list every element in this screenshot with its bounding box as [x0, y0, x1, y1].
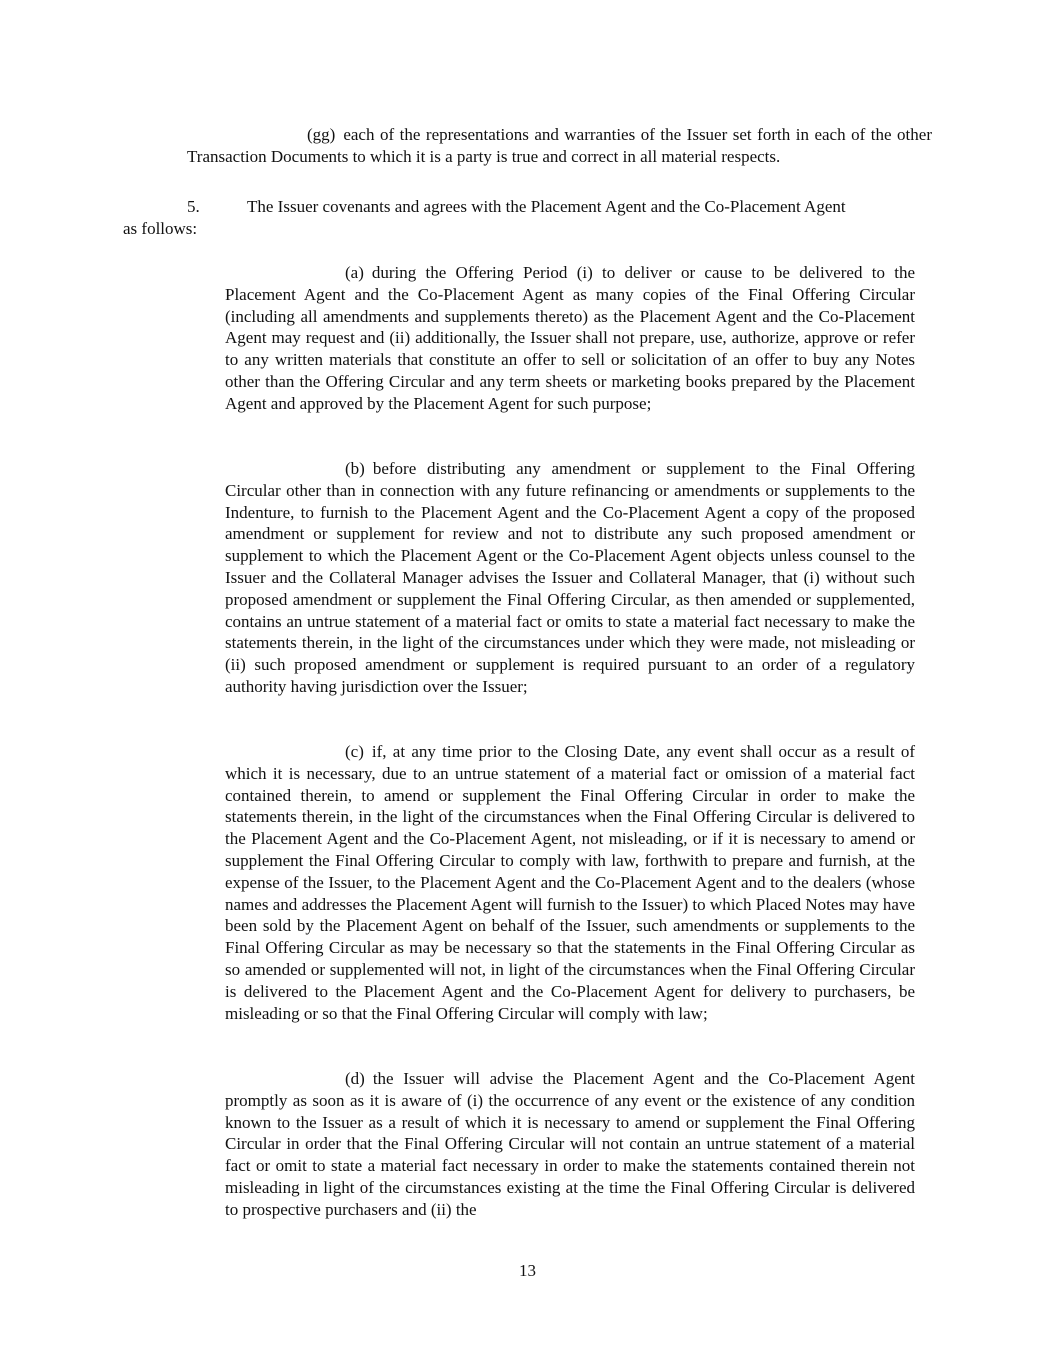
section-5-number: 5.: [187, 197, 200, 216]
subparagraph-d: [225, 1068, 915, 1221]
section-5-first-line: [123, 196, 915, 218]
subparagraph-a: [225, 262, 915, 415]
subparagraph-b: [225, 458, 915, 698]
paragraph-gg-text: each of the representations and warranties of the Issuer set forth in each of the other Transaction Documents to which it is a party is true and correct in all material respects.: [187, 125, 932, 166]
subparagraph-a-label: (a): [345, 263, 364, 282]
section-5-continuation: as follows:: [123, 218, 198, 238]
subparagraph-c: [225, 741, 915, 1024]
subparagraph-d-label: (d): [345, 1069, 365, 1088]
section-5-lead-text: The Issuer covenants and agrees with the Placement Agent and the Co-Placement Agent: [247, 197, 846, 216]
paragraph-gg: [187, 124, 932, 168]
subparagraph-b-text: before distributing any amendment or supplement to the Final Offering Circular other than in connection with any future refinancing or amendments or supplements to the Indenture, to furnish to the Placement Agent and the Co-Placement Agent a copy of the proposed amendment or supplement for review and not to distribute any such proposed amendment or supplement to which the Placement Agent or the Co-Placement Agent objects unless counsel to the Issuer and the Collateral Manager advises the Issuer and Collateral Manager, that (i) without such proposed amendment or supplement the Final Offering Circular, as then amended or supplemented, contains an untrue statement of a material fact or omits to state a material fact necessary to make the statements therein, in the light of the circumstances under which they were made, not misleading or (ii) such proposed amendment or supplement is required pursuant to an order of a regulatory authority having jurisdiction over the Issuer;: [225, 459, 915, 696]
paragraph-gg-label: (gg): [307, 125, 336, 144]
subparagraph-d-text: the Issuer will advise the Placement Agent and the Co-Placement Agent promptly as soon as it is aware of (i) the occurrence of any event or the existence of any condition known to the Issuer as a result of which it is necessary to amend or supplement the Final Offering Circular in order that the Final Offering Circular will not contain an untrue statement of a material fact or omit to state a material fact necessary in order to make the statements contained therein not misleading in light of the circumstances existing at the time the Final Offering Circular is delivered to prospective purchasers and (ii) the: [225, 1069, 915, 1219]
subparagraph-c-label: (c): [345, 742, 364, 761]
subparagraph-b-label: (b): [345, 459, 365, 478]
subparagraph-a-text: during the Offering Period (i) to deliver or cause to be delivered to the Placement Agent and the Co-Placement Agent as many copies of the Final Offering Circular (including all amendments and supplements thereto) as the Placement Agent and the Co-Placement Agent may request and (ii) additionally, the Issuer shall not prepare, use, authorize, approve or refer to any written materials that constitute an offer to sell or solicitation of an offer to buy any Notes other than the Offering Circular and any term sheets or marketing books prepared by the Placement Agent and approved by the Placement Agent for such purpose;: [225, 263, 915, 413]
page-number: 13: [519, 1261, 536, 1280]
section-5-paragraph: [123, 196, 915, 240]
subparagraph-c-text: if, at any time prior to the Closing Date, any event shall occur as a result of which it is necessary, due to an untrue statement of a material fact or omission of a material fact contained therein, to amend or supplement the Final Offering Circular in order to make the statements therein, in the light of the circumstances when the Final Offering Circular is delivered to the Placement Agent and the Co-Placement Agent, not misleading, or if it is necessary to amend or supplement the Final Offering Circular to comply with law, forthwith to prepare and furnish, at the expense of the Issuer, to the Placement Agent and the Co-Placement Agent and to the dealers (whose names and addresses the Placement Agent will furnish to the Issuer) to which Placed Notes may have been sold by the Placement Agent on behalf of the Issuer, such amendments or supplements to the Final Offering Circular as may be necessary so that the statements in the Final Offering Circular as so amended or supplemented will not, in light of the circumstances when the Final Offering Circular is delivered to the Placement Agent and the Co-Placement Agent for delivery to purchasers, be misleading or so that the Final Offering Circular will comply with law;: [225, 742, 915, 1023]
